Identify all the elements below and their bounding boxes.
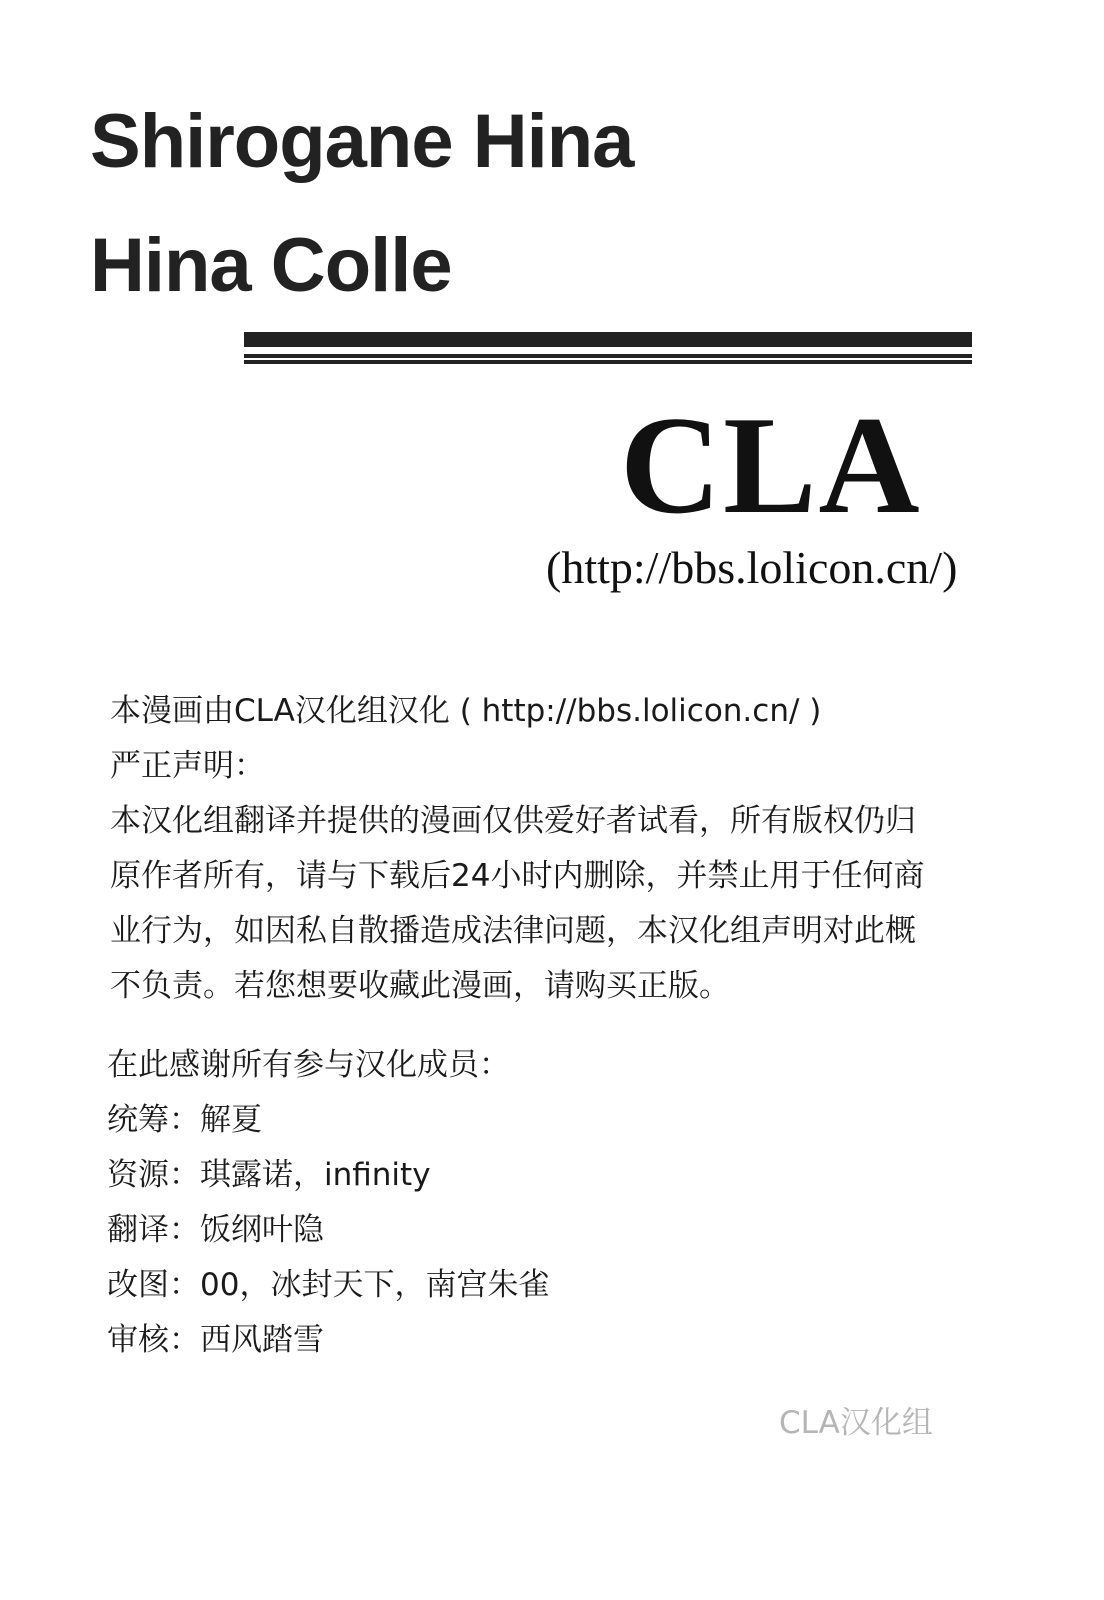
divider-thin-1 [244,354,972,358]
credit-source: 资源：琪露诺，infinity [107,1157,431,1193]
title-line-1: Shirogane Hina [90,99,634,184]
credit-editor: 改图：00，冰封天下，南宫朱雀 [107,1267,550,1303]
watermark: CLA汉化组 [779,1405,933,1441]
notice-heading: 严正声明： [110,748,265,784]
notice-line: 业行为，如因私自散播造成法律问题，本汉化组声明对此概 [110,913,916,949]
credit-translator: 翻译：饭纲叶隐 [107,1212,324,1248]
notice-line: 本汉化组翻译并提供的漫画仅供爱好者试看，所有版权仍归 [110,803,916,839]
notice-line: 不负责。若您想要收藏此漫画，请购买正版。 [110,968,730,1004]
credits-list [107,1038,549,1368]
divider-thin-2 [244,360,972,364]
disclaimer-notice [110,684,924,1014]
notice-line: 原作者所有，请与下载后24小时内删除，并禁止用于任何商 [110,858,925,894]
credit-reviewer: 审核：西风踏雪 [107,1322,324,1358]
credit-coordinator: 统筹：解夏 [107,1102,262,1138]
group-logo: CLA [620,388,922,543]
group-url: (http://bbs.lolicon.cn/) [546,542,958,593]
divider-thick [244,332,972,347]
notice-line: 本漫画由CLA汉化组汉化 ( http://bbs.lolicon.cn/ ) [110,693,822,729]
credits-heading: 在此感谢所有参与汉化成员： [107,1047,510,1083]
title-line-2: Hina Colle [90,223,452,308]
